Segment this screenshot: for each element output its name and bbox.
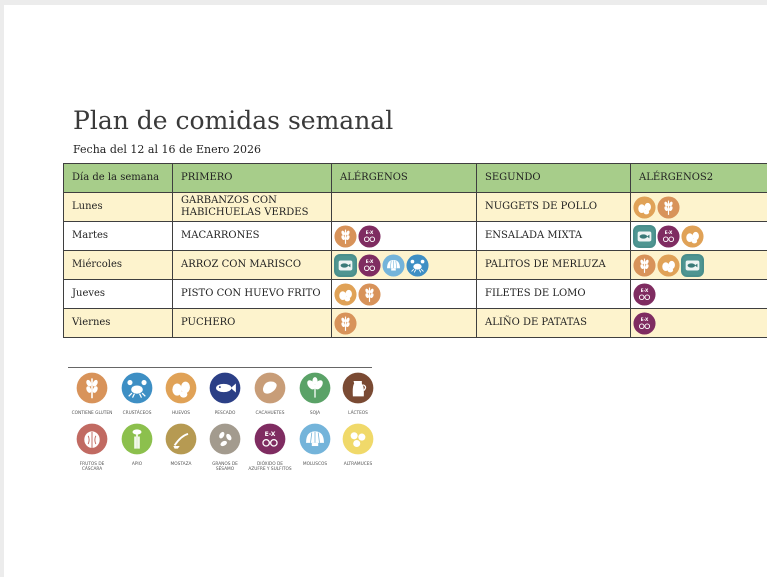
- legend-item-pescado: [203, 372, 247, 416]
- table-header-row: [64, 164, 767, 193]
- day-cell: Viernes: [64, 309, 173, 338]
- legend-item-altramuces: [336, 423, 380, 467]
- header-primero: PRIMERO: [173, 164, 332, 193]
- legend-label: APIO: [131, 462, 143, 467]
- moluscos-icon: [299, 423, 331, 455]
- allergens-cell: [332, 309, 477, 338]
- soja-icon: [299, 372, 331, 404]
- pescado-icon: [633, 225, 656, 248]
- mostaza-icon: [165, 423, 197, 455]
- legend-label: HUEVOS: [171, 411, 191, 416]
- legend-item-sulfitos: [248, 423, 292, 472]
- svg-text:E-X: E-X: [664, 230, 673, 236]
- header-day: Día de la semana: [64, 164, 173, 193]
- legend-item-apio: [115, 423, 159, 467]
- table-row: [64, 222, 767, 251]
- huevos-icon: [334, 283, 357, 306]
- sesamo-icon: [209, 423, 241, 455]
- svg-text:E-X: E-X: [264, 430, 276, 438]
- crustaceos-icon: [406, 254, 429, 277]
- primero-cell: PUCHERO: [173, 309, 332, 338]
- day-cell: Lunes: [64, 193, 173, 222]
- pescado-icon: [681, 254, 704, 277]
- sulfitos-icon: [358, 254, 381, 277]
- legend-item-sesamo: [203, 423, 247, 472]
- sulfitos-icon: [633, 312, 656, 335]
- svg-text:E-X: E-X: [365, 230, 374, 236]
- legend-label: CONTIENE GLUTEN: [71, 411, 113, 416]
- legend-label: CACAHUETES: [255, 411, 285, 416]
- legend-item-moluscos: [293, 423, 337, 467]
- table-row: [64, 280, 767, 309]
- legend-item-huevos: [159, 372, 203, 416]
- date-range: Fecha del 12 al 16 de Enero 2026: [73, 143, 262, 156]
- allergens-cell: [332, 251, 477, 280]
- day-cell: Jueves: [64, 280, 173, 309]
- table-row: [64, 309, 767, 338]
- primero-cell: MACARRONES: [173, 222, 332, 251]
- legend-label: SOJA: [309, 411, 321, 416]
- legend-item-lacteos: [336, 372, 380, 416]
- moluscos-icon: [382, 254, 405, 277]
- legend-divider: [68, 367, 372, 368]
- legend-label: CRUSTÁCEOS: [122, 411, 152, 416]
- segundo-cell: PALITOS DE MERLUZA: [477, 251, 631, 280]
- allergens-cell: [332, 280, 477, 309]
- legend-item-frutos: [70, 423, 114, 472]
- huevos-icon: [657, 254, 680, 277]
- legend-label: ALTRAMUCES: [343, 462, 373, 467]
- legend-label: GRANOS DE SÉSAMO: [212, 462, 238, 472]
- allergen-legend: [64, 362, 372, 478]
- segundo-cell: FILETES DE LOMO: [477, 280, 631, 309]
- page-title: Plan de comidas semanal: [73, 106, 394, 135]
- gluten-icon: [334, 312, 357, 335]
- day-cell: Miércoles: [64, 251, 173, 280]
- gluten-icon: [657, 196, 680, 219]
- sulfitos-icon: [633, 283, 656, 306]
- primero-cell: PISTO CON HUEVO FRITO: [173, 280, 332, 309]
- legend-label: LÁCTEOS: [348, 411, 368, 416]
- crustaceos-icon: [121, 372, 153, 404]
- lacteos-icon: [342, 372, 374, 404]
- primero-cell: ARROZ CON MARISCO: [173, 251, 332, 280]
- gluten-icon: [358, 283, 381, 306]
- legend-item-crustaceos: [115, 372, 159, 416]
- cacahuetes-icon: [254, 372, 286, 404]
- legend-label: FRUTOS DE CÁSCARA: [79, 462, 105, 472]
- huevos-icon: [633, 196, 656, 219]
- frutos-icon: [76, 423, 108, 455]
- allergens-cell: [332, 193, 477, 222]
- header-alergenos2: ALÉRGENOS2: [631, 164, 767, 193]
- allergens2-cell: [631, 309, 767, 338]
- huevos-icon: [165, 372, 197, 404]
- svg-text:E-X: E-X: [640, 317, 649, 323]
- legend-item-gluten: [70, 372, 114, 416]
- allergens2-cell: [631, 222, 767, 251]
- legend-label: MOSTAZA: [170, 462, 192, 467]
- sulfitos-icon: [358, 225, 381, 248]
- pescado-icon: [334, 254, 357, 277]
- gluten-icon: [633, 254, 656, 277]
- legend-label: DIÓXIDO DE AZUFRE Y SULFITOS: [248, 462, 292, 472]
- pescado-icon: [209, 372, 241, 404]
- huevos-icon: [681, 225, 704, 248]
- svg-text:E-X: E-X: [640, 288, 649, 294]
- primero-cell: GARBANZOS CON HABICHUELAS VERDES: [173, 193, 332, 222]
- meal-plan-table: [63, 163, 767, 338]
- apio-icon: [121, 423, 153, 455]
- allergens2-cell: [631, 280, 767, 309]
- table-row: [64, 193, 767, 222]
- header-alergenos: ALÉRGENOS: [332, 164, 477, 193]
- allergens2-cell: [631, 193, 767, 222]
- segundo-cell: ENSALADA MIXTA: [477, 222, 631, 251]
- header-segundo: SEGUNDO: [477, 164, 631, 193]
- altramuces-icon: [342, 423, 374, 455]
- gluten-icon: [334, 225, 357, 248]
- legend-item-cacahuetes: [248, 372, 292, 416]
- gluten-icon: [76, 372, 108, 404]
- allergens2-cell: [631, 251, 767, 280]
- segundo-cell: ALIÑO DE PATATAS: [477, 309, 631, 338]
- svg-text:E-X: E-X: [365, 259, 374, 265]
- sulfitos-icon: [254, 423, 286, 455]
- legend-label: MOLUSCOS: [302, 462, 328, 467]
- day-cell: Martes: [64, 222, 173, 251]
- segundo-cell: NUGGETS DE POLLO: [477, 193, 631, 222]
- legend-item-mostaza: [159, 423, 203, 467]
- legend-item-soja: [293, 372, 337, 416]
- sulfitos-icon: [657, 225, 680, 248]
- legend-label: PESCADO: [214, 411, 236, 416]
- table-row: [64, 251, 767, 280]
- allergens-cell: [332, 222, 477, 251]
